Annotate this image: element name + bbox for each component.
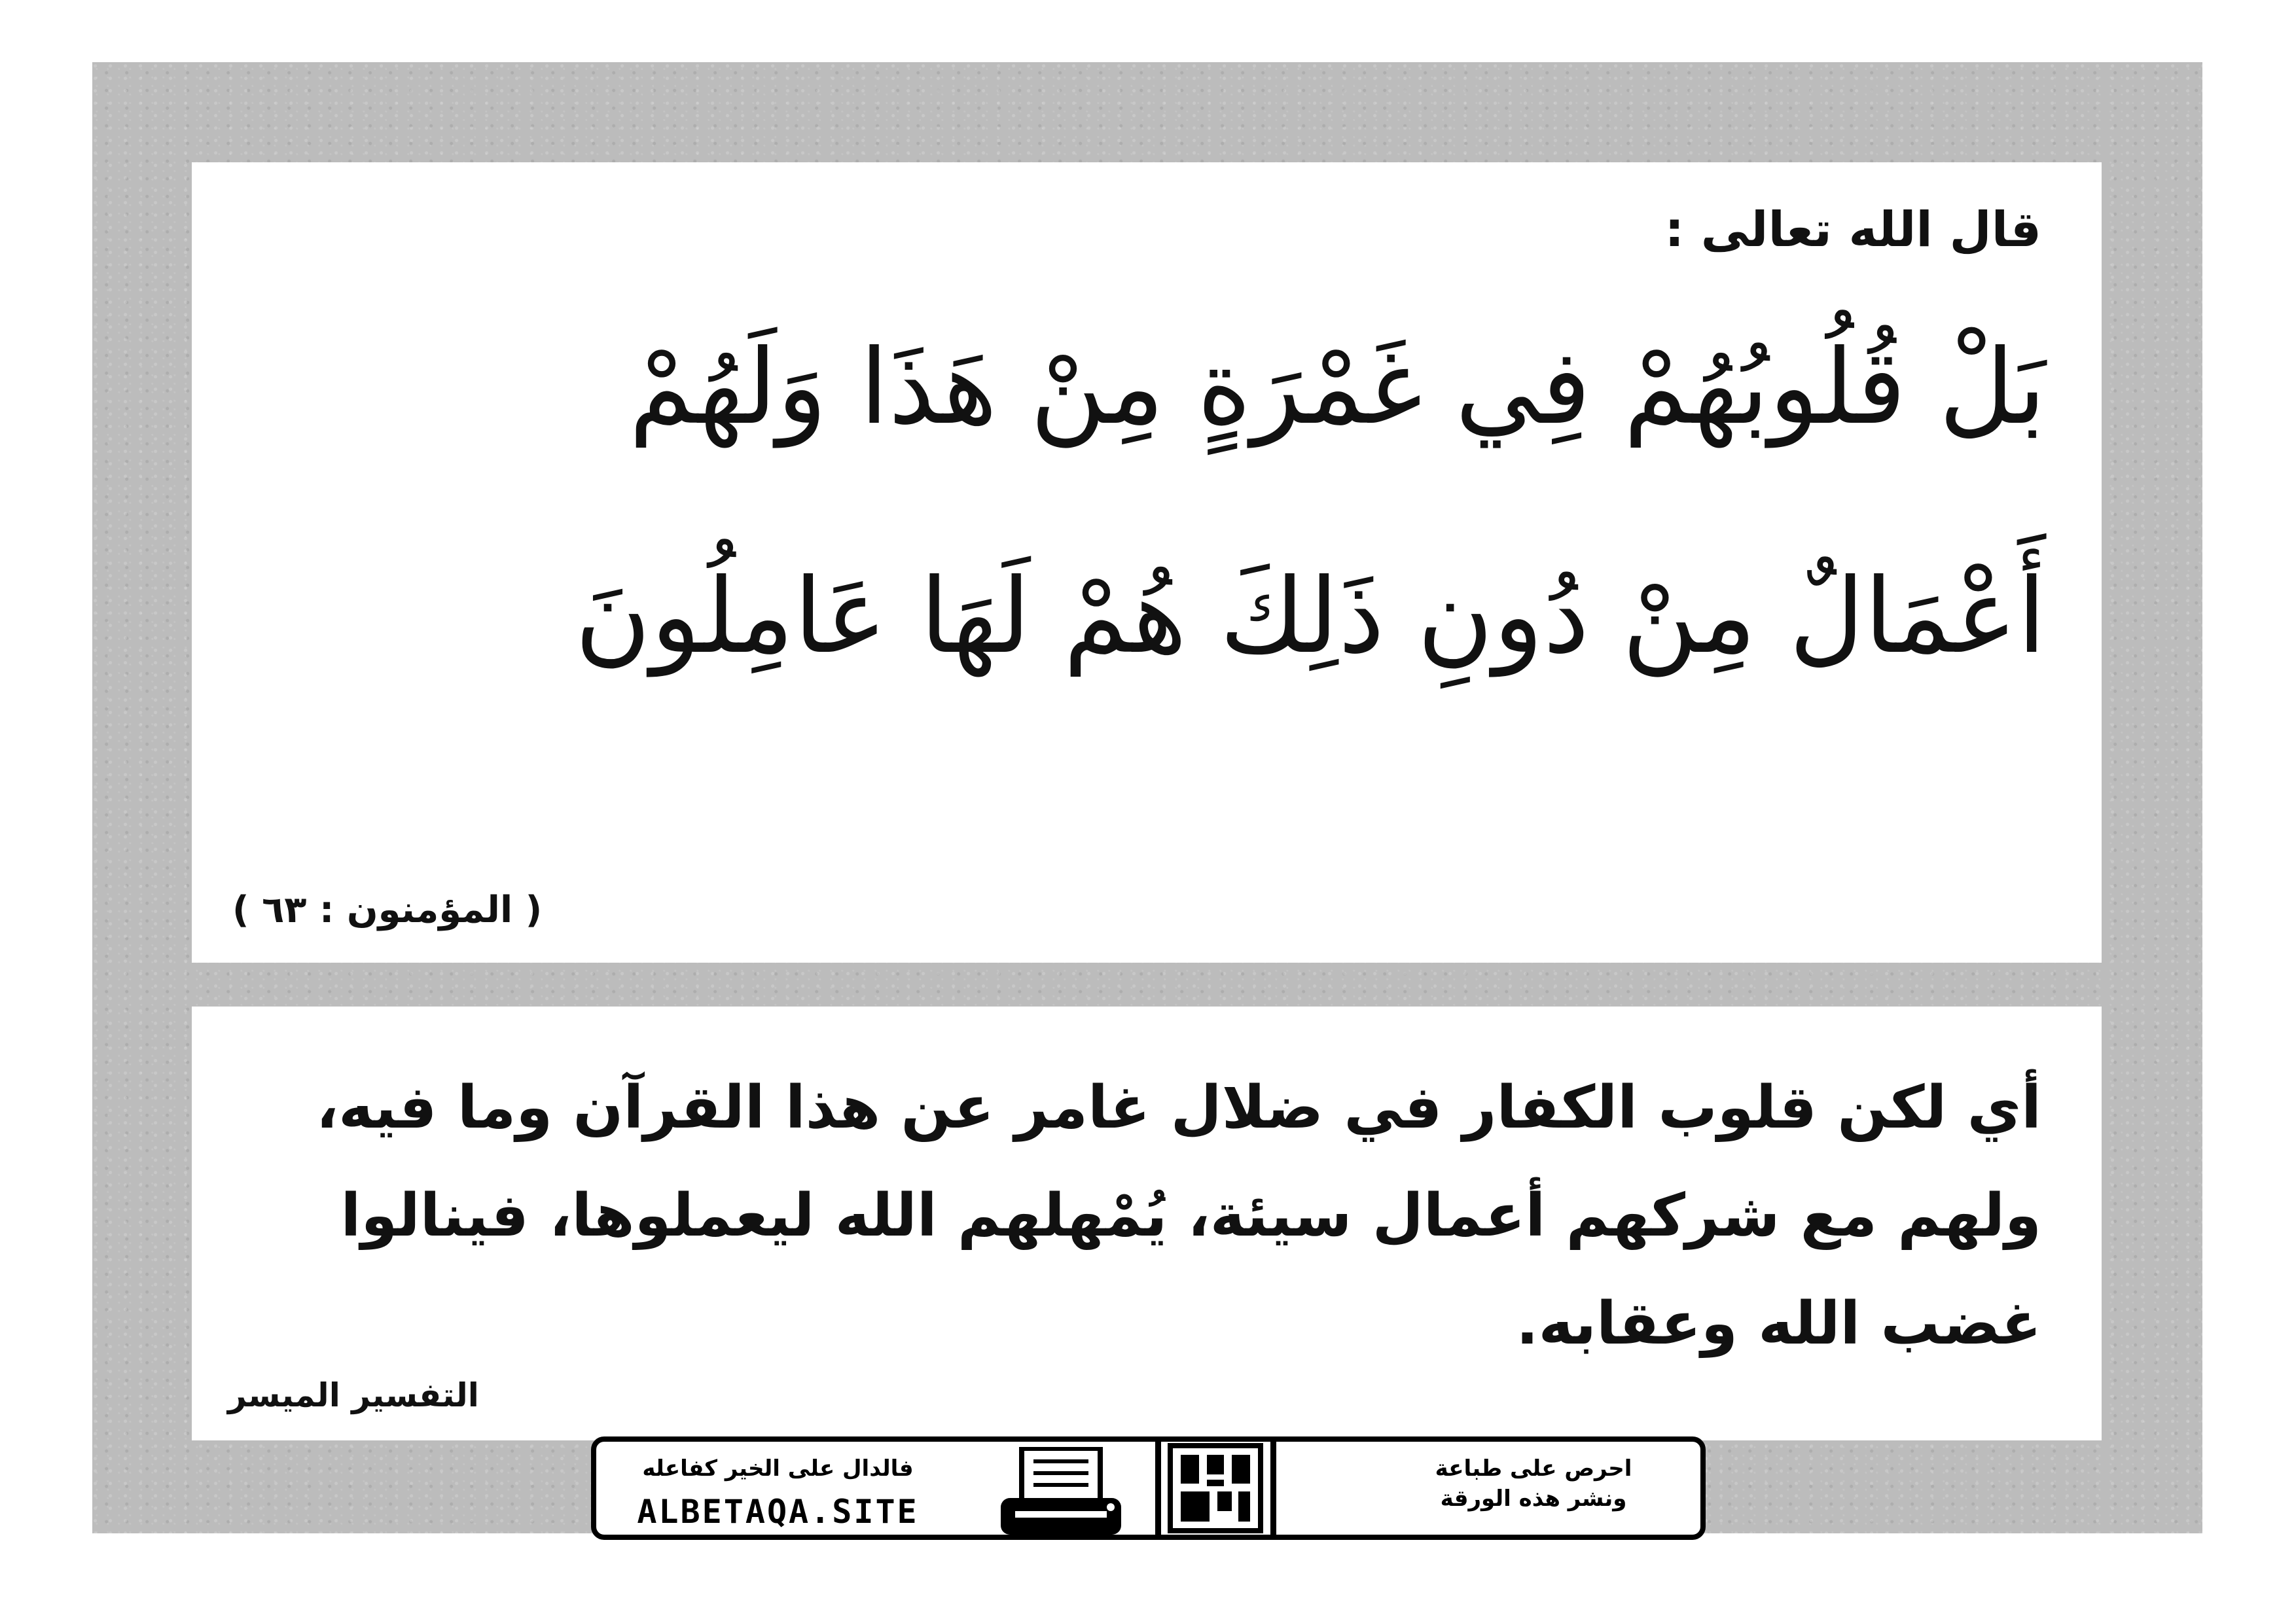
dawat-alwaraqa-logo-icon <box>1166 1442 1265 1535</box>
tafsir-line: ولهم مع شركهم أعمال سيئة، يُمْهلهم الله ليعملوها، فينالوا <box>340 1181 2041 1250</box>
footer-divider <box>1155 1442 1161 1535</box>
verse-reference: ( المؤمنون : ٦٣ ) <box>232 889 543 931</box>
site-link[interactable]: ALBETAQA.SITE <box>637 1493 919 1531</box>
verse-intro: قال الله تعالى : <box>1664 202 2041 258</box>
footer-divider <box>1270 1442 1276 1535</box>
printer-icon <box>996 1447 1126 1540</box>
tafsir-source: التفسير الميسر <box>228 1376 479 1414</box>
footer-call-line: احرص على طباعة <box>1435 1455 1632 1482</box>
verse-line: بَلْ قُلُوبُهُمْ فِي غَمْرَةٍ مِنْ هَذَا وَلَهُمْ <box>628 327 2046 448</box>
verse-line: أَعْمَالٌ مِنْ دُونِ ذَلِكَ هُمْ لَهَا عَامِلُونَ <box>575 556 2046 677</box>
tafsir-panel <box>192 1007 2102 1440</box>
footer-banner <box>591 1436 1706 1540</box>
verse-panel <box>192 162 2102 963</box>
tafsir-line: أي لكن قلوب الكفار في ضلال غامر عن هذا القرآن وما فيه، <box>315 1073 2041 1142</box>
footer-motto: فالدال على الخير كفاعله <box>642 1455 914 1482</box>
footer-right-block <box>1386 1454 1681 1514</box>
footer-left-block <box>616 1454 940 1531</box>
tafsir-line: غضب الله وعقابه. <box>1516 1289 2041 1358</box>
footer-call-line: ونشر هذه الورقة <box>1440 1486 1627 1512</box>
